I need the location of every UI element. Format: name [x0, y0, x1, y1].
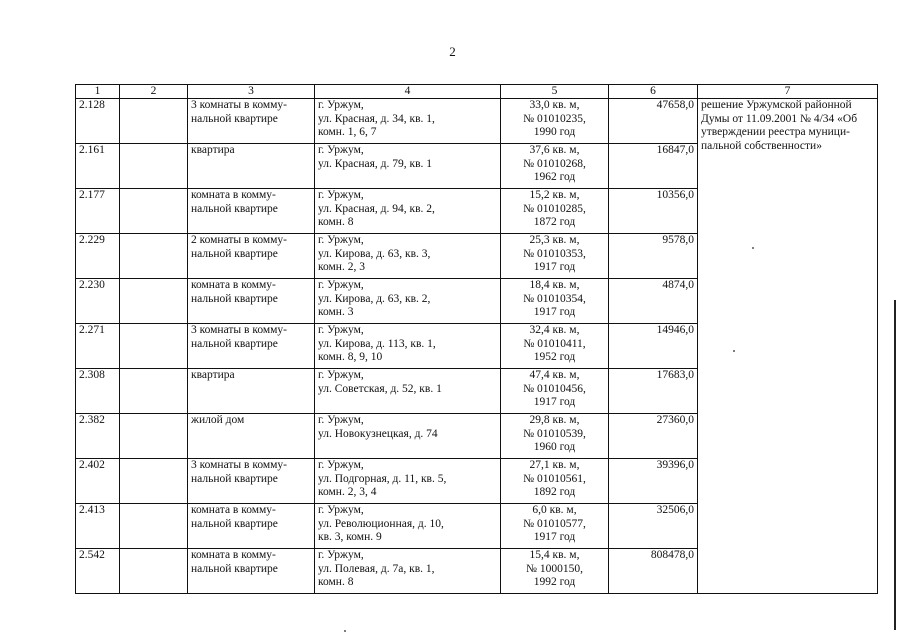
registry-body — [76, 99, 878, 594]
cell-line: г. Уржум, — [318, 504, 364, 516]
cell-line: ул. Красная, д. 94, кв. 2, — [318, 202, 435, 215]
cell-line: 18,4 кв. м, — [529, 279, 580, 291]
cell-line: ул. Красная, д. 34, кв. 1, — [318, 112, 435, 125]
cell-line: комн. 8, 9, 10 — [318, 351, 383, 363]
object-name-cell — [188, 279, 315, 324]
address-cell — [315, 324, 501, 369]
register-number-cell: 2.128 — [76, 99, 120, 144]
address-cell — [315, 279, 501, 324]
register-number-cell: 2.271 — [76, 324, 120, 369]
cell-line: комн. 2, 3 — [318, 261, 365, 273]
empty-cell — [120, 279, 188, 324]
register-number-cell: 2.413 — [76, 504, 120, 549]
column-header: 6 — [609, 85, 698, 99]
empty-cell — [120, 459, 188, 504]
address-cell — [315, 234, 501, 279]
table-row — [76, 99, 878, 144]
cell-line: 32,4 кв. м, — [529, 324, 580, 336]
cell-line: ул. Советская, д. 52, кв. 1 — [318, 382, 442, 395]
cell-line: № 01010577, — [523, 517, 586, 530]
address-cell — [315, 369, 501, 414]
cell-line: комн. 3 — [318, 306, 354, 318]
cell-line: комната в комму- — [191, 504, 276, 516]
cell-line: нальной квартире — [191, 202, 278, 215]
area-info-cell — [501, 144, 609, 189]
cell-line: 3 комнаты в комму- — [191, 324, 287, 336]
cell-line: 1960 год — [533, 441, 576, 453]
cell-line: № 1000150, — [526, 562, 583, 575]
cell-line: г. Уржум, — [318, 369, 364, 381]
cell-line: 1892 год — [533, 486, 576, 498]
cell-line: пальной собственности» — [701, 139, 822, 152]
column-header: 1 — [76, 85, 120, 99]
address-cell — [315, 144, 501, 189]
cell-line: комната в комму- — [191, 279, 276, 291]
register-number-cell: 2.382 — [76, 414, 120, 459]
area-info-cell — [501, 189, 609, 234]
object-name-cell — [188, 144, 315, 189]
cell-line: № 01010353, — [523, 247, 586, 260]
value-cell: 14946,0 — [609, 324, 698, 369]
cell-line: квартира — [191, 144, 235, 156]
area-info-cell — [501, 504, 609, 549]
register-number-cell: 2.402 — [76, 459, 120, 504]
cell-line: № 01010561, — [523, 472, 586, 485]
cell-line: ул. Подгорная, д. 11, кв. 5, — [318, 472, 447, 485]
cell-line: нальной квартире — [191, 292, 278, 305]
cell-line: жилой дом — [191, 414, 245, 426]
empty-cell — [120, 189, 188, 234]
cell-line: 15,2 кв. м, — [529, 189, 580, 201]
cell-line: 1917 год — [533, 261, 576, 273]
cell-line: № 01010285, — [523, 202, 586, 215]
cell-line: 1872 год — [533, 216, 576, 228]
cell-line: г. Уржум, — [318, 324, 364, 336]
address-cell — [315, 549, 501, 594]
empty-cell — [120, 504, 188, 549]
empty-cell — [120, 369, 188, 414]
address-cell — [315, 459, 501, 504]
cell-line: № 01010268, — [523, 157, 586, 170]
cell-line: 1917 год — [533, 306, 576, 318]
cell-line: 3 комнаты в комму- — [191, 99, 287, 111]
cell-line: 1952 год — [533, 351, 576, 363]
cell-line: 1962 год — [533, 171, 576, 183]
address-cell — [315, 414, 501, 459]
cell-line: утверждении реестра муници- — [701, 126, 850, 138]
cell-line: № 01010456, — [523, 382, 586, 395]
cell-line: 1917 год — [533, 531, 576, 543]
cell-line: нальной квартире — [191, 247, 278, 260]
cell-line: комн. 2, 3, 4 — [318, 486, 377, 498]
object-name-cell — [188, 369, 315, 414]
cell-line: 15,4 кв. м, — [529, 549, 580, 561]
register-number-cell: 2.230 — [76, 279, 120, 324]
cell-line: 29,8 кв. м, — [529, 414, 580, 426]
cell-line: № 01010354, — [523, 292, 586, 305]
cell-line: г. Уржум, — [318, 414, 364, 426]
cell-line: 6,0 кв. м, — [532, 504, 577, 516]
column-header: 5 — [501, 85, 609, 99]
cell-line: г. Уржум, — [318, 144, 364, 156]
column-header: 3 — [188, 85, 315, 99]
object-name-cell — [188, 189, 315, 234]
cell-line: г. Уржум, — [318, 234, 364, 246]
cell-line: № 01010411, — [523, 337, 586, 350]
value-cell: 39396,0 — [609, 459, 698, 504]
cell-line: квартира — [191, 369, 235, 381]
cell-line: № 01010539, — [523, 427, 586, 440]
register-number-cell: 2.542 — [76, 549, 120, 594]
register-number-cell: 2.308 — [76, 369, 120, 414]
cell-line: нальной квартире — [191, 337, 278, 350]
cell-line: нальной квартире — [191, 112, 278, 125]
property-registry-table — [75, 84, 878, 594]
cell-line: 2 комнаты в комму- — [191, 234, 287, 246]
value-cell: 808478,0 — [609, 549, 698, 594]
cell-line: нальной квартире — [191, 562, 278, 575]
cell-line: 47,4 кв. м, — [529, 369, 580, 381]
value-cell: 32506,0 — [609, 504, 698, 549]
cell-line: г. Уржум, — [318, 459, 364, 471]
cell-line: Думы от 11.09.2001 № 4/34 «Об — [701, 112, 858, 125]
object-name-cell — [188, 549, 315, 594]
cell-line: ул. Новокузнецкая, д. 74 — [318, 427, 438, 440]
empty-cell — [120, 99, 188, 144]
value-cell: 16847,0 — [609, 144, 698, 189]
scan-speck — [752, 247, 754, 249]
cell-line: ул. Кирова, д. 63, кв. 3, — [318, 247, 431, 260]
area-info-cell — [501, 549, 609, 594]
cell-line: 27,1 кв. м, — [529, 459, 580, 471]
object-name-cell — [188, 99, 315, 144]
object-name-cell — [188, 504, 315, 549]
cell-line: ул. Красная, д. 79, кв. 1 — [318, 157, 433, 170]
cell-line: комн. 8 — [318, 216, 354, 228]
cell-line: комната в комму- — [191, 549, 276, 561]
cell-line: ул. Кирова, д. 63, кв. 2, — [318, 292, 431, 305]
area-info-cell — [501, 459, 609, 504]
object-name-cell — [188, 459, 315, 504]
empty-cell — [120, 414, 188, 459]
cell-line: г. Уржум, — [318, 99, 364, 111]
scan-speck — [344, 630, 346, 632]
area-info-cell — [501, 324, 609, 369]
cell-line: 3 комнаты в комму- — [191, 459, 287, 471]
cell-line: 1990 год — [533, 126, 576, 138]
empty-cell — [120, 234, 188, 279]
cell-line: комн. 1, 6, 7 — [318, 126, 377, 138]
cell-line: нальной квартире — [191, 517, 278, 530]
column-number-row — [76, 85, 878, 99]
register-number-cell: 2.177 — [76, 189, 120, 234]
object-name-cell — [188, 324, 315, 369]
cell-line: ул. Полевая, д. 7а, кв. 1, — [318, 562, 435, 575]
cell-line: г. Уржум, — [318, 279, 364, 291]
empty-cell — [120, 324, 188, 369]
cell-line: 25,3 кв. м, — [529, 234, 580, 246]
cell-line: решение Уржумской районной — [701, 99, 852, 111]
value-cell: 4874,0 — [609, 279, 698, 324]
value-cell: 10356,0 — [609, 189, 698, 234]
column-header: 7 — [698, 85, 878, 99]
basis-cell — [698, 99, 878, 594]
column-header: 4 — [315, 85, 501, 99]
cell-line: кв. 3, комн. 9 — [318, 531, 382, 543]
page-number: 2 — [449, 44, 456, 59]
register-number-cell: 2.229 — [76, 234, 120, 279]
address-cell — [315, 99, 501, 144]
cell-line: № 01010235, — [523, 112, 586, 125]
cell-line: 37,6 кв. м, — [529, 144, 580, 156]
address-cell — [315, 189, 501, 234]
cell-line: 1992 год — [533, 576, 576, 588]
value-cell: 9578,0 — [609, 234, 698, 279]
column-header: 2 — [120, 85, 188, 99]
cell-line: 33,0 кв. м, — [529, 99, 580, 111]
cell-line: г. Уржум, — [318, 189, 364, 201]
address-cell — [315, 504, 501, 549]
cell-line: комната в комму- — [191, 189, 276, 201]
empty-cell — [120, 549, 188, 594]
cell-line: нальной квартире — [191, 472, 278, 485]
cell-line: ул. Революционная, д. 10, — [318, 517, 444, 530]
area-info-cell — [501, 279, 609, 324]
scan-speck — [733, 350, 735, 352]
object-name-cell — [188, 414, 315, 459]
value-cell: 47658,0 — [609, 99, 698, 144]
value-cell: 17683,0 — [609, 369, 698, 414]
empty-cell — [120, 144, 188, 189]
register-number-cell: 2.161 — [76, 144, 120, 189]
value-cell: 27360,0 — [609, 414, 698, 459]
area-info-cell — [501, 369, 609, 414]
cell-line: 1917 год — [533, 396, 576, 408]
cell-line: комн. 8 — [318, 576, 354, 588]
cell-line: г. Уржум, — [318, 549, 364, 561]
area-info-cell — [501, 234, 609, 279]
area-info-cell — [501, 99, 609, 144]
area-info-cell — [501, 414, 609, 459]
scan-edge-line — [894, 300, 896, 630]
object-name-cell — [188, 234, 315, 279]
cell-line: ул. Кирова, д. 113, кв. 1, — [318, 337, 436, 350]
